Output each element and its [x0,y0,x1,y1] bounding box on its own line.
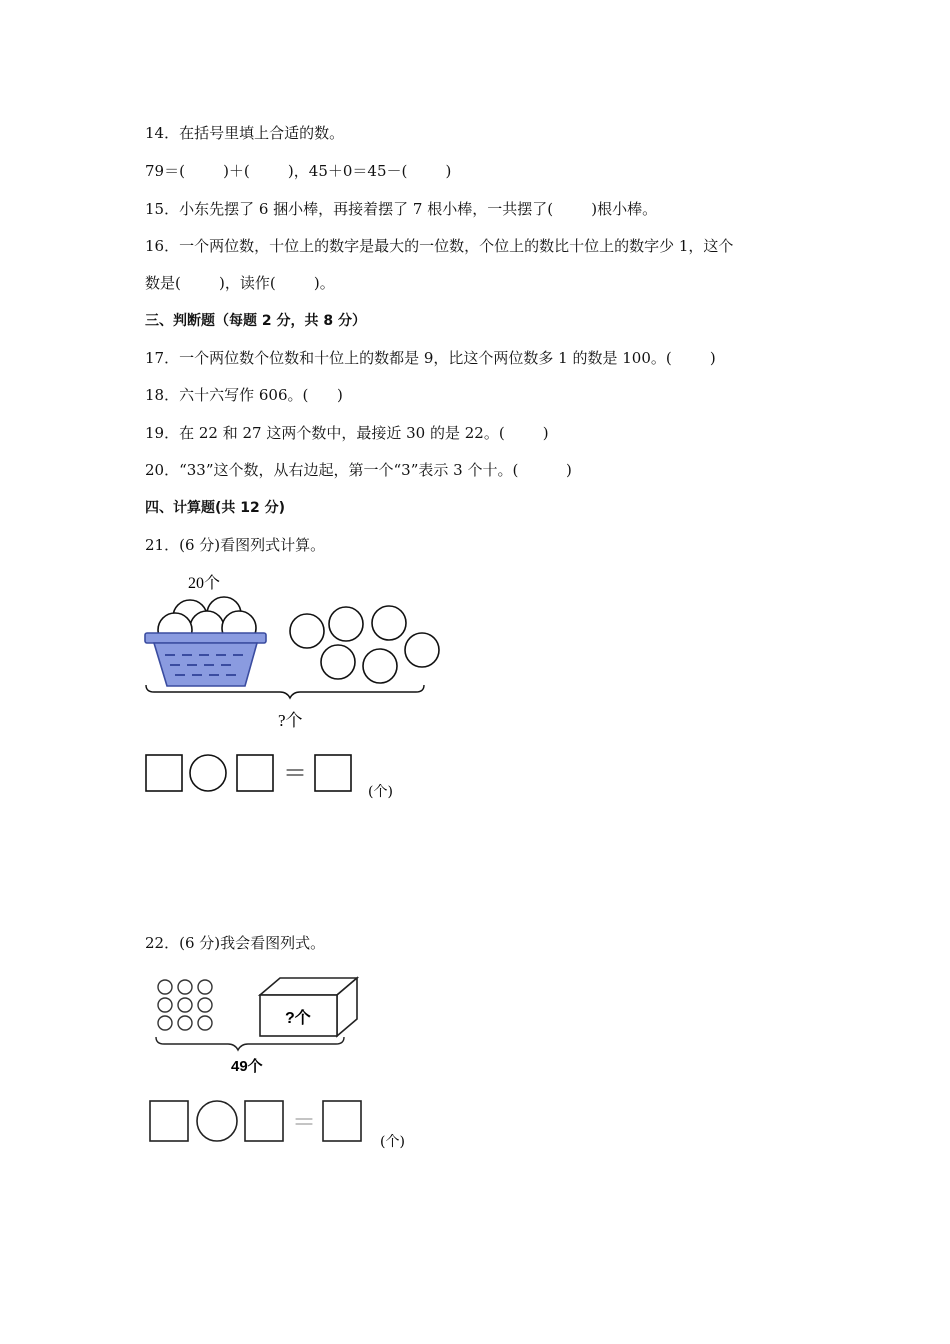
answer-box[interactable] [146,755,182,791]
equals-sign: ＝ [292,1108,316,1136]
section3-title: 三、判断题（每题 2 分，共 8 分） [145,313,366,329]
q22-title: 22．(6 分)我会看图列式。 [145,934,326,952]
basket-count-label: 20个 [188,575,221,592]
total-brace [146,685,424,698]
result-box[interactable] [323,1101,361,1141]
equals-sign: ＝ [283,759,307,787]
answer-box[interactable] [150,1101,188,1141]
box-icon [260,978,357,1036]
q18-text: 18．六十六写作 606。( ) [145,386,343,404]
q16-line1: 16．一个两位数，十位上的数字是最大的一位数，个位上的数比十位上的数字少 1，这个 [145,237,734,255]
q19-text: 19．在 22 和 27 这两个数中，最接近 30 的是 22。( ) [145,424,549,442]
answer-box[interactable] [237,755,273,791]
q20-text: 20．“33”这个数，从右边起，第一个“3”表示 3 个十。( ) [145,461,572,479]
dot-grid [158,980,212,1030]
total-unknown-label: ?个 [278,711,303,730]
section4-title: 四、计算题(共 12 分) [145,500,286,516]
operator-circle[interactable] [197,1101,237,1141]
total-brace [156,1037,344,1050]
result-box[interactable] [315,755,351,791]
q16-line2: 数是( )，读作( )。 [145,274,335,292]
q15-text: 15．小东先摆了 6 捆小棒，再接着摆了 7 根小棒，一共摆了( )根小棒。 [145,200,658,218]
unit-label: (个) [368,784,393,800]
q14-prompt: 14．在括号里填上合适的数。 [145,124,345,142]
q22-figure [150,972,370,1077]
q21-title: 21．(6 分)看图列式计算。 [145,536,326,554]
q22-equation [140,1097,430,1152]
unit-label: (个) [380,1134,405,1150]
q21-figure [140,568,450,738]
answer-box[interactable] [245,1101,283,1141]
q17-text: 17．一个两位数个位数和十位上的数都是 9，比这个两位数多 1 的数是 100。( ) [145,349,716,367]
q21-equation [140,750,420,800]
total-count-label: 49个 [231,1058,263,1075]
q14-blanks: 79＝( )＋( )，45＋0＝45－( ) [145,162,452,180]
basket-icon [145,633,266,686]
box-unknown-label: ?个 [285,1010,311,1027]
operator-circle[interactable] [190,755,226,791]
loose-balls [290,606,439,683]
